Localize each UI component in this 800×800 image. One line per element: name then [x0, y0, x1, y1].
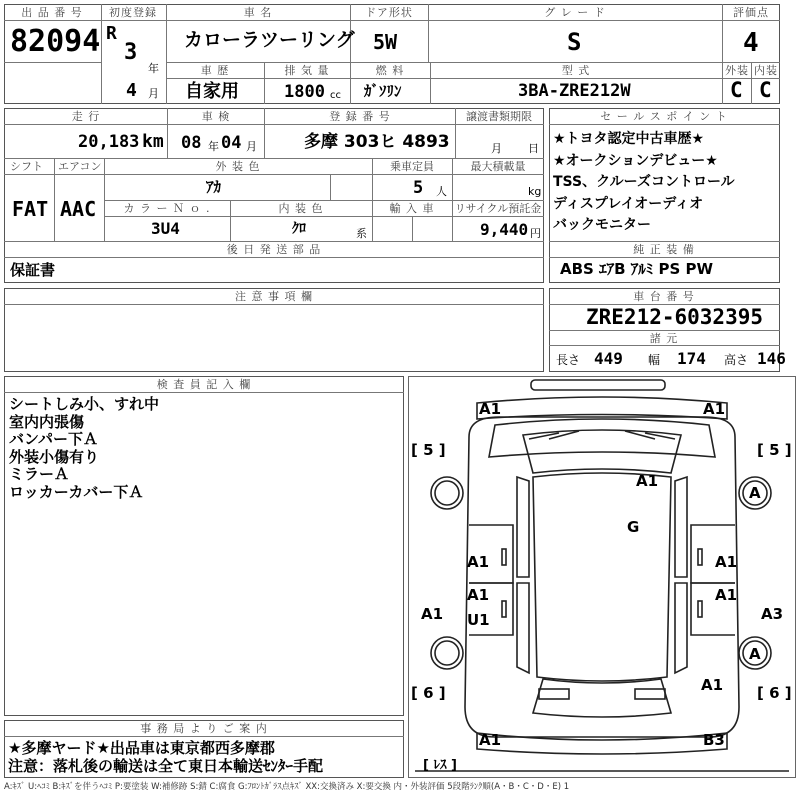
plate-label: 登 録 番 号 — [329, 110, 391, 123]
interior-color: ｸﾛ — [292, 221, 306, 237]
recycle-label: リサイクル預託金 — [454, 202, 542, 215]
lot-number: 82094 — [10, 24, 101, 59]
notes-label: 注 意 事 項 欄 — [235, 290, 313, 303]
plate-number: 多摩 303ヒ 4893 — [304, 132, 450, 152]
door-label: ドア形状 — [365, 6, 413, 19]
legend: A:ｷｽﾞ U:ﾍｺﾐ B:ｷｽﾞを伴うﾍｺﾐ P:要塗装 W:補修跡 S:錆 C:腐食 G:ﾌﾛﾝﾄｶﾞﾗｽ点ｷｽﾞ XX:交換済み X:要交換 内・外装評価 5段階ﾗﾝｸ順(A・B・C・D・E) 1 — [4, 782, 570, 792]
later-parts-label: 後 日 発 送 部 品 — [226, 243, 322, 256]
office-line-1: ★多摩ヤード★出品車は東京都西多摩郡 — [8, 739, 275, 757]
mark-front-right: A1 — [703, 400, 726, 418]
mark-door-rl-2: U1 — [467, 611, 490, 629]
mark-wheel-fr: A — [749, 484, 761, 502]
reg-year: 3 — [124, 40, 138, 65]
transfer-label: 譲渡書類期限 — [466, 110, 532, 123]
inspection-year-unit: 年 — [208, 140, 219, 153]
mark-rear-left: A1 — [479, 731, 502, 749]
sales-point-line: ディスプレイオーディオ — [553, 195, 704, 212]
tread-front-left: [ 5 ] — [411, 441, 446, 459]
car-name-label: 車 名 — [243, 6, 273, 19]
height-label: 高さ — [724, 353, 749, 367]
ac-label: エアコン — [58, 160, 102, 173]
tread-rear-right: [ 6 ] — [757, 684, 792, 702]
inspector-note-line: ロッカーカバー下Ａ — [9, 482, 144, 501]
damage-diagram — [408, 376, 796, 778]
disp-unit: cc — [330, 90, 341, 101]
grade-label: グ レ ー ド — [544, 6, 606, 19]
sales-point-line: ★オークションデビュー★ — [553, 152, 718, 169]
max-load-unit: kg — [528, 185, 542, 198]
mark-front-left: A1 — [479, 400, 502, 418]
capacity: 5 — [413, 178, 424, 198]
mark-roof: G — [627, 518, 640, 536]
mark-rocker-left: A1 — [421, 605, 444, 623]
grade: S — [567, 28, 582, 56]
max-load-label: 最大積載量 — [470, 160, 526, 173]
transfer-day: 日 — [528, 142, 539, 155]
import-label: 輸 入 車 — [389, 202, 435, 215]
capacity-unit: 人 — [436, 185, 447, 198]
ext-label: 外装 — [725, 64, 749, 77]
fuel: ｶﾞｿﾘﾝ — [364, 82, 402, 100]
history: 自家用 — [185, 81, 239, 102]
sales-points-list — [553, 129, 735, 237]
score: 4 — [743, 28, 759, 58]
office-label: 事 務 局 よ り ご 案 内 — [140, 722, 268, 735]
inspector-label: 検 査 員 記 入 欄 — [156, 378, 252, 391]
mark-door-rl: A1 — [467, 586, 490, 604]
dims-label: 諸 元 — [649, 332, 679, 345]
equipment-value: ABS ｴｱB ｱﾙﾐ PS PW — [560, 260, 714, 278]
reg-month: 4 — [126, 80, 137, 101]
model-label: 型 式 — [561, 64, 591, 77]
capacity-label: 乗車定員 — [390, 160, 434, 173]
mileage-label: 走 行 — [71, 110, 101, 123]
tread-rear-left: [ 6 ] — [411, 684, 446, 702]
later-parts-value: 保証書 — [10, 261, 56, 279]
inspector-notes — [9, 396, 159, 501]
chassis-number: ZRE212-6032395 — [586, 305, 764, 329]
chassis-label: 車 台 番 号 — [633, 290, 695, 303]
reg-year-unit: 年 — [148, 62, 159, 75]
length-label: 長さ — [556, 353, 581, 367]
sales-point-line: TSS、クルーズコントロール — [553, 174, 735, 190]
int-grade: C — [759, 78, 772, 102]
shift-label: シフト — [10, 160, 43, 173]
mark-door-fl: A1 — [467, 553, 490, 571]
mark-door-rr: A1 — [715, 586, 738, 604]
office-line-2: 注意：落札後の輸送は全て東日本輸送ｾﾝﾀｰ手配 — [8, 757, 324, 775]
inspector-note-line: ミラーＡ — [9, 465, 70, 483]
sales-points-label: セ ー ル ス ポ イ ン ト — [600, 110, 728, 123]
mark-rocker-right: A3 — [761, 605, 784, 623]
inspector-note-line: シートしみ小、すれ中 — [9, 395, 160, 413]
car-outline — [409, 377, 795, 777]
displacement: 1800 — [284, 82, 325, 102]
transfer-month: 月 — [491, 142, 502, 155]
inspection-month-unit: 月 — [246, 140, 257, 153]
interior-color-label: 内 装 色 — [278, 202, 324, 215]
int-label: 内装 — [754, 64, 778, 77]
mark-wheel-rr: A — [749, 645, 761, 663]
color-no: 3U4 — [151, 219, 180, 238]
inspection-label: 車 検 — [201, 110, 231, 123]
door-type: 5W — [373, 30, 398, 54]
era: R — [106, 23, 117, 44]
mileage: 20,183 — [78, 132, 140, 152]
inspection-year: 08 — [181, 133, 202, 153]
inspector-note-line: 室内内張傷 — [9, 412, 85, 431]
sales-point-line: バックモニター — [553, 217, 651, 233]
mark-rear-right-corner: A1 — [701, 676, 724, 694]
equipment-label: 純 正 装 備 — [633, 243, 695, 256]
disp-label: 排 気 量 — [284, 64, 330, 77]
tread-front-right: [ 5 ] — [757, 441, 792, 459]
ext-grade: C — [730, 78, 743, 102]
score-label: 評価点 — [733, 6, 769, 19]
width-label: 幅 — [648, 353, 661, 367]
color: ｱｶ — [206, 178, 222, 196]
fuel-label: 燃 料 — [375, 64, 405, 77]
inspector-note-line: バンパー下Ａ — [9, 430, 98, 448]
shift: FAT — [12, 197, 49, 221]
first-reg-label: 初度登録 — [109, 6, 157, 19]
inspection-month: 04 — [221, 133, 242, 153]
recycle-fee: 9,440 — [480, 220, 529, 239]
color-no-label: カ ラ ー Ｎ ｏ . — [123, 202, 211, 215]
mileage-unit: km — [142, 131, 164, 152]
width-value: 174 — [677, 349, 706, 368]
model-code: 3BA-ZRE212W — [518, 81, 631, 101]
mark-rear-right: B3 — [703, 731, 725, 749]
ac: AAC — [60, 197, 97, 221]
spare-tire-mark: [ ﾚｽ ] — [423, 758, 457, 773]
mark-door-fr: A1 — [715, 553, 738, 571]
lot-label: 出 品 番 号 — [21, 6, 83, 19]
height-value: 146 — [757, 349, 786, 368]
reg-month-unit: 月 — [148, 87, 159, 100]
history-label: 車 歴 — [200, 64, 230, 77]
sales-point-line: ★トヨタ認定中古車歴★ — [553, 131, 705, 147]
color-label: 外 装 色 — [215, 160, 261, 173]
inspector-note-line: 外装小傷有り — [9, 447, 100, 466]
length-value: 449 — [594, 349, 623, 368]
mark-hood: A1 — [636, 472, 659, 490]
recycle-unit: 円 — [530, 227, 541, 240]
car-name: カローラツーリング — [184, 29, 355, 51]
interior-color-unit: 系 — [356, 227, 367, 240]
